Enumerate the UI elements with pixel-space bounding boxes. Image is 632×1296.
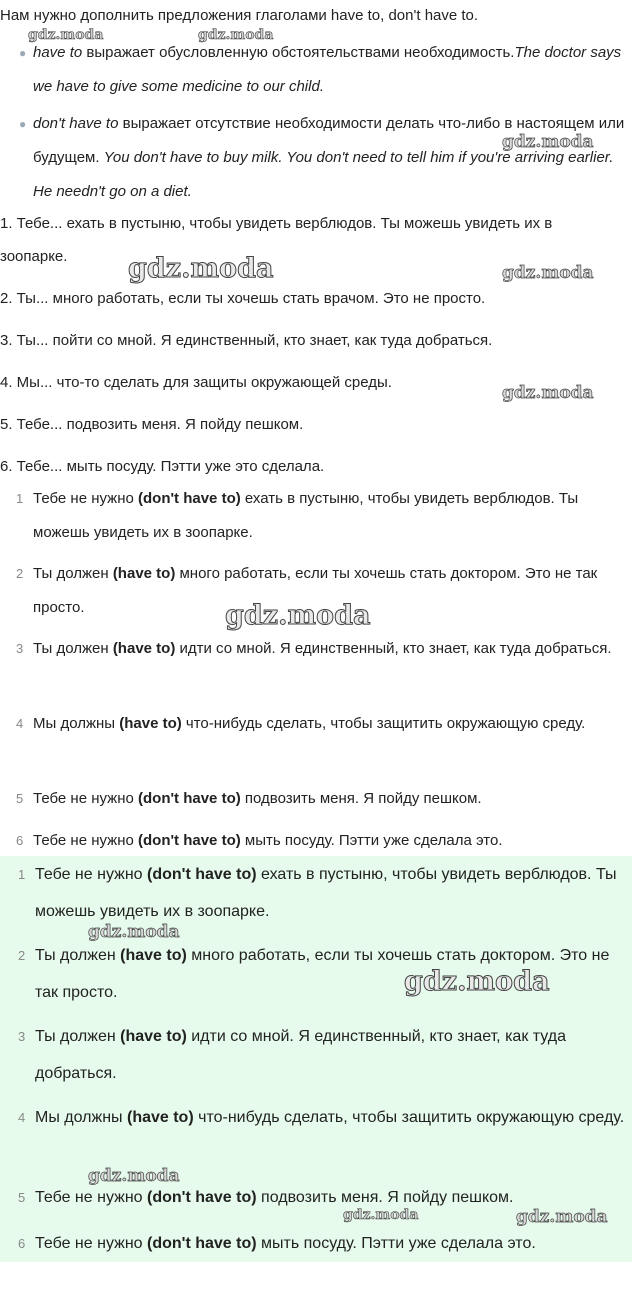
answer-item: [16, 782, 623, 816]
watermark: gdz.moda: [225, 600, 371, 631]
task-line-3: 3. Ты... пойти со мной. Я единственный, кто знает, как туда добраться.: [0, 332, 493, 349]
watermark: gdz.moda: [516, 1207, 608, 1227]
bullet-term: have to: [33, 44, 83, 61]
answer-number: 5: [18, 1190, 26, 1205]
answer-number: 1: [16, 491, 24, 506]
watermark: gdz.moda: [343, 1207, 419, 1223]
watermark: gdz.moda: [404, 966, 550, 997]
intro-text: Нам нужно дополнить предложения глаголами have to, don't have to.: [0, 7, 479, 24]
answer-verb: (don't have to): [147, 1235, 257, 1252]
answer-verb: (don't have to): [138, 490, 241, 507]
answer-post: что-нибудь сделать, чтобы защитить окружающую среду.: [193, 1109, 625, 1126]
answer-post: много работать, если ты хочешь стать доктором. Это не так просто.: [35, 947, 610, 1001]
answer-pre: Тебе не нужно: [35, 1189, 147, 1206]
task-line-6: 6. Тебе... мыть посуду. Пэтти уже это сделала.: [0, 458, 325, 475]
answer-verb: (don't have to): [138, 790, 241, 807]
answer-number: 6: [18, 1236, 26, 1251]
answer-pre: Ты должен: [33, 640, 113, 657]
answer-pre: Тебе не нужно: [35, 866, 147, 883]
highlighted-answer-item: [18, 1019, 625, 1092]
bullet-text: выражает обусловленную обстоятельствами необходимость.: [82, 44, 515, 61]
answer-verb: (have to): [120, 947, 187, 964]
task-line-4: 4. Мы... что-то сделать для защиты окружающей среды.: [0, 374, 392, 391]
answer-post: подвозить меня. Я пойду пешком.: [256, 1189, 514, 1206]
watermark: gdz.moda: [502, 383, 594, 403]
answer-verb: (have to): [120, 1028, 187, 1045]
answer-verb: (have to): [112, 640, 176, 657]
answer-post: ехать в пустыню, чтобы увидеть верблюдов. Ты можешь увидеть их в зоопарке.: [33, 490, 579, 541]
answer-pre: Тебе не нужно: [35, 1235, 147, 1252]
answer-number: 2: [16, 566, 24, 581]
watermark: gdz.moda: [198, 27, 274, 43]
task-line-5: 5. Тебе... подвозить меня. Я пойду пешком.: [0, 416, 304, 433]
bullet-dot-icon: ●: [19, 46, 27, 60]
task-line-2: 2. Ты... много работать, если ты хочешь стать врачом. Это не просто.: [0, 290, 486, 307]
highlighted-answer-item: [18, 1226, 625, 1263]
answer-pre: Ты должен: [35, 947, 121, 964]
highlighted-answer-item: [18, 857, 625, 930]
answer-number: 4: [18, 1110, 26, 1125]
answer-number: 5: [16, 791, 24, 806]
answer-number: 4: [16, 716, 24, 731]
answer-verb: (don't have to): [147, 866, 257, 883]
bullet-dont-have-to: [19, 107, 625, 209]
answer-pre: Тебе не нужно: [33, 790, 138, 807]
answer-post: мыть посуду. Пэтти уже сделала это.: [240, 832, 503, 849]
answer-number: 3: [16, 641, 24, 656]
answer-verb: (don't have to): [147, 1189, 257, 1206]
answer-pre: Ты должен: [33, 565, 113, 582]
bullet-have-to: [19, 36, 625, 104]
answer-post: много работать, если ты хочешь стать доктором. Это не так просто.: [33, 565, 598, 616]
watermark: gdz.moda: [502, 132, 594, 152]
answer-pre: Тебе не нужно: [33, 490, 138, 507]
bullet-term: don't have to: [33, 115, 119, 132]
answer-post: идти со мной. Я единственный, кто знает, как туда добраться.: [35, 1028, 566, 1082]
bullet-example: You don't have to buy milk. You don't need to tell him if you're arriving earlier. He needn't go on a diet.: [33, 149, 614, 200]
watermark: gdz.moda: [88, 1166, 180, 1186]
answer-verb: (don't have to): [138, 832, 241, 849]
answer-verb: (have to): [119, 715, 182, 732]
answer-pre: Мы должны: [35, 1109, 127, 1126]
bullet-example: The doctor says we have to give some medicine to our child.: [33, 44, 622, 95]
answer-number: 3: [18, 1029, 26, 1044]
watermark: gdz.moda: [28, 27, 104, 43]
answer-post: подвозить меня. Я пойду пешком.: [240, 790, 482, 807]
highlighted-answer-item: [18, 1100, 625, 1137]
answer-item: [16, 482, 623, 549]
answer-post: идти со мной. Я единственный, кто знает, как туда добраться.: [175, 640, 612, 657]
answer-item: [16, 824, 623, 858]
watermark: gdz.moda: [88, 922, 180, 942]
bullet-dot-icon: ●: [19, 117, 27, 131]
answer-post: что-нибудь сделать, чтобы защитить окружающую среду.: [181, 715, 586, 732]
answer-post: ехать в пустыню, чтобы увидеть верблюдов. Ты можешь увидеть их в зоопарке.: [35, 866, 617, 920]
watermark: gdz.moda: [502, 263, 594, 283]
answer-pre: Мы должны: [33, 715, 120, 732]
answer-number: 2: [18, 948, 26, 963]
answer-item: [16, 707, 623, 741]
bullet-text: выражает отсутствие необходимости делать что-либо в настоящем или будущем.: [33, 115, 625, 166]
answer-post: мыть посуду. Пэтти уже сделала это.: [256, 1235, 536, 1252]
answer-verb: (have to): [112, 565, 176, 582]
answer-verb: (have to): [126, 1109, 194, 1126]
answer-pre: Тебе не нужно: [33, 832, 138, 849]
answer-number: 6: [16, 833, 24, 848]
watermark: gdz.moda: [128, 253, 274, 284]
task-line-1: 1. Тебе... ехать в пустыню, чтобы увидеть верблюдов. Ты можешь увидеть их в зоопарке.: [0, 215, 553, 265]
answer-pre: Ты должен: [35, 1028, 121, 1045]
answer-item: [16, 632, 623, 666]
answer-number: 1: [18, 867, 26, 882]
